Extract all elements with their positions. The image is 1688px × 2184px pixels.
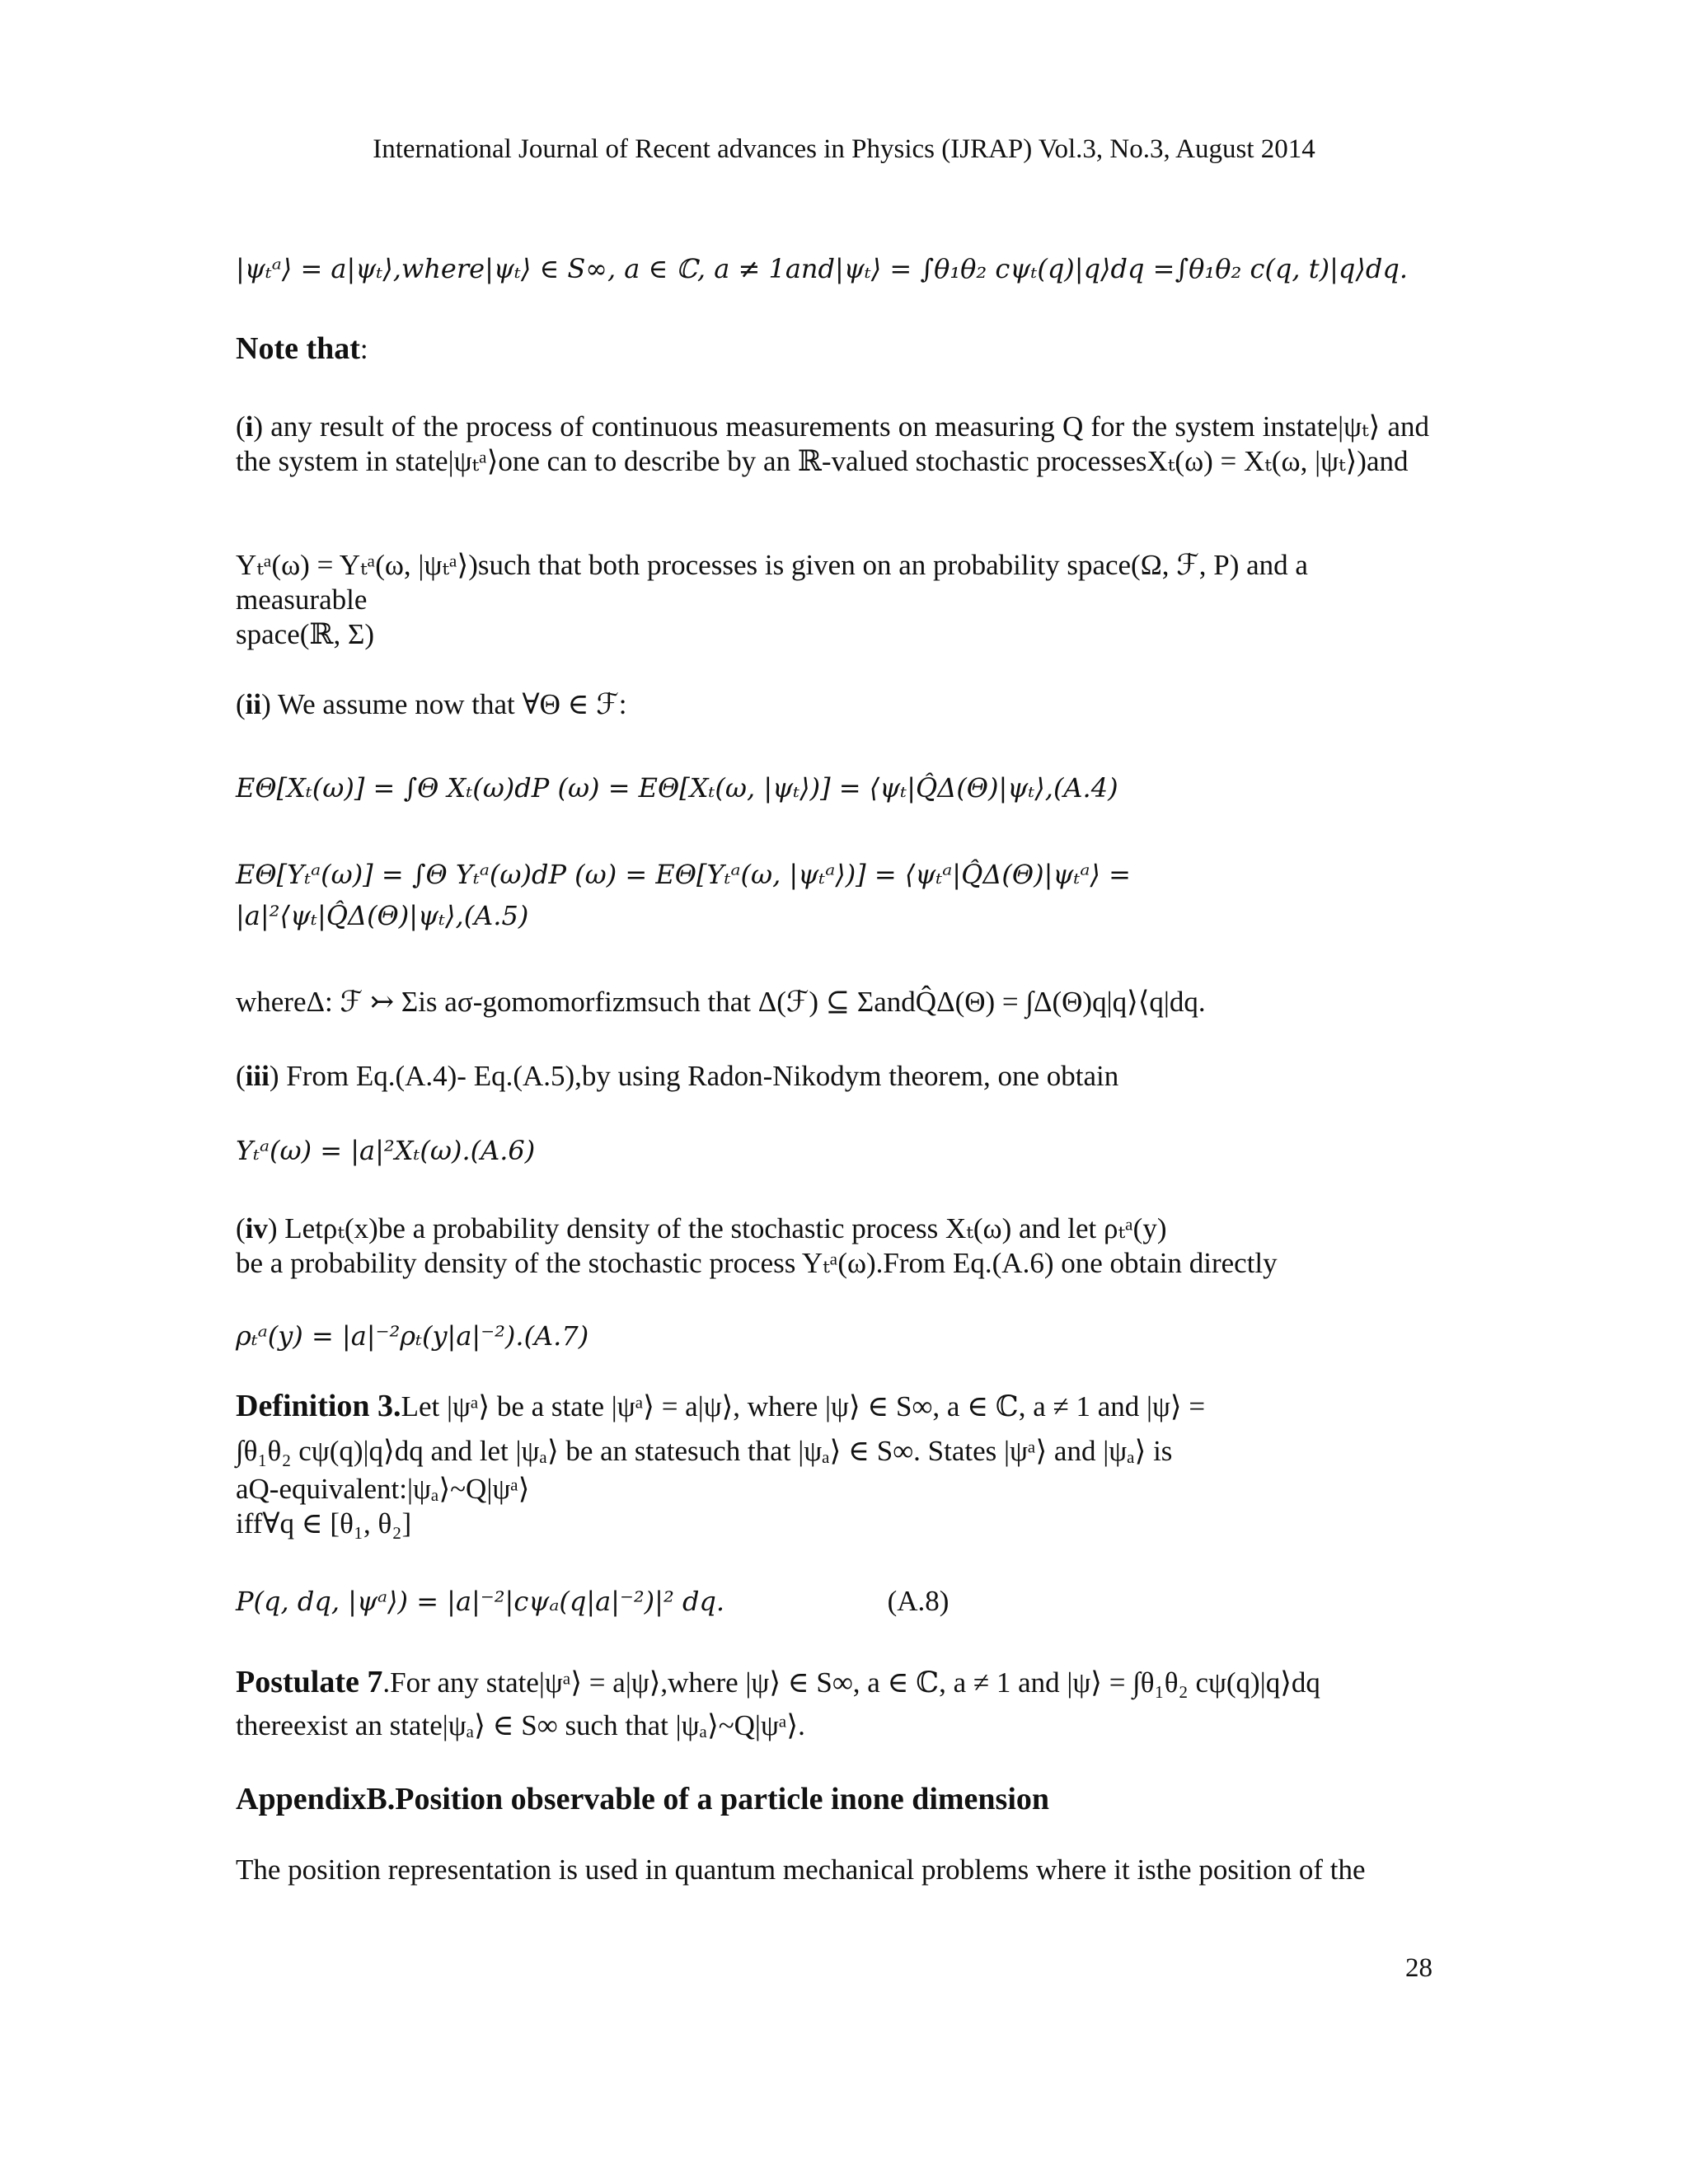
equation-a4: EΘ[Xₜ(ω)] = ∫Θ Xₜ(ω)dP (ω) = EΘ[Xₜ(ω, |ψₜ⟩)] = ⟨ψₜ|Q̂Δ(Θ)|ψₜ⟩,(A.4) — [236, 772, 1118, 804]
equation-a8-tag: (A.8) — [887, 1585, 950, 1617]
item-iii-text: From Eq.(A.4)- Eq.(A.5),by using Radon-Nikodym theorem, one obtain — [286, 1060, 1119, 1092]
item-i-number: i — [245, 410, 254, 443]
item-iv: (iv) Letρₜ(x)be a probability density of the stochastic process Xₜ(ω) and let ρₜᵃ(y) — [236, 1212, 1167, 1244]
equation-a8 — [236, 1584, 1429, 1619]
postulate-7-line1: .For any state|ψᵃ⟩ = a|ψ⟩,where |ψ⟩ ∈ S∞, a ∈ ℂ, a ≠ 1 and |ψ⟩ = ∫θ₁θ₂ cψ(q)|q⟩dq — [382, 1666, 1320, 1699]
item-i: (i) any result of the process of continuous measurements on measuring Q for the system instate|ψₜ⟩ and the system in state|ψₜᵃ⟩one can to describe by an ℝ-valued stochastic processesXₜ(ω) = Xₜ(ω, |ψₜ⟩)and — [236, 410, 1430, 477]
item-iv-line1: Letρₜ(x)be a probability density of the stochastic process Xₜ(ω) and let ρₜᵃ(y) — [284, 1212, 1167, 1244]
note-heading-colon: : — [359, 333, 368, 365]
postulate-7-line2: thereexist an state|ψₐ⟩ ∈ S∞ such that |ψₐ⟩~Q|ψᵃ⟩. — [236, 1709, 805, 1741]
definition-3 — [236, 1389, 1429, 1424]
equation-a5-line2: |a|²⟨ψₜ|Q̂Δ(Θ)|ψₜ⟩,(A.5) — [236, 900, 529, 931]
equation-a8-body: P(q, dq, |ψᵃ⟩) = |a|⁻²|cψₐ(q|a|⁻²)|² dq. — [236, 1586, 725, 1617]
item-iv-line2: be a probability density of the stochastic process Yₜᵃ(ω).From Eq.(A.6) one obtain directly — [236, 1247, 1278, 1279]
definition-3-line4: iff∀q ∈ [θ₁, θ₂] — [236, 1507, 412, 1540]
note-heading — [236, 331, 1429, 367]
item-i-space: space(ℝ, Σ) — [236, 618, 374, 650]
page-number: 28 — [1405, 1953, 1432, 1983]
item-ii-text: We assume now that ∀Θ ∈ ℱ: — [277, 688, 627, 720]
equation-a6: Yₜᵃ(ω) = |a|²Xₜ(ω).(A.6) — [236, 1135, 536, 1166]
item-iv-number: iv — [245, 1212, 268, 1244]
equation-a5-line1: EΘ[Yₜᵃ(ω)] = ∫Θ Yₜᵃ(ω)dP (ω) = EΘ[Yₜᵃ(ω, |ψₜᵃ⟩)] = ⟨ψₜᵃ|Q̂Δ(Θ)|ψₜᵃ⟩ = — [236, 859, 1131, 890]
postulate-7 — [236, 1665, 1429, 1700]
item-iii: (iii) From Eq.(A.4)- Eq.(A.5),by using Radon-Nikodym theorem, one obtain — [236, 1060, 1119, 1092]
definition-3-line1: Let |ψᵃ⟩ be a state |ψᵃ⟩ = a|ψ⟩, where |ψ⟩ ∈ S∞, a ∈ ℂ, a ≠ 1 and |ψ⟩ = — [401, 1390, 1206, 1422]
definition-3-line2: ∫θ₁θ₂ cψ(q)|q⟩dq and let |ψₐ⟩ be an statesuch that |ψₐ⟩ ∈ S∞. States |ψᵃ⟩ and |ψₐ⟩ is — [236, 1435, 1173, 1467]
postulate-7-heading: Postulate 7 — [236, 1665, 383, 1699]
equation-a7: ρₜᵃ(y) = |a|⁻²ρₜ(y|a|⁻²).(A.7) — [236, 1320, 589, 1352]
item-ii: (ii) We assume now that ∀Θ ∈ ℱ: — [236, 688, 627, 720]
item-i-text: any result of the process of continuous measurements on measuring Q for the system instate|ψₜ⟩ and the system in state|ψₜᵃ⟩one can to describe by an ℝ-valued stochastic processesXₜ(ω) = Xₜ(ω, |ψₜ⟩)and — [236, 410, 1430, 477]
item-ii-number: ii — [245, 688, 262, 720]
journal-header: International Journal of Recent advances in Physics (IJRAP) Vol.3, No.3, August 2014 — [373, 134, 1315, 164]
equation-line-state: |ψₜᵃ⟩ = a|ψₜ⟩,where|ψₜ⟩ ∈ S∞, a ∈ ℂ, a ≠ 1and|ψₜ⟩ = ∫θ₁θ₂ cψₜ(q)|q⟩dq =∫θ₁θ₂ c(q, t)|q⟩dq. — [236, 253, 1408, 284]
item-i-continuation: Yₜᵃ(ω) = Yₜᵃ(ω, |ψₜᵃ⟩)such that both processes is given on an probability space(Ω, ℱ, P) and a measurable — [236, 549, 1308, 616]
item-iii-number: iii — [245, 1060, 270, 1092]
where-line: whereΔ: ℱ ↣ Σis aσ-gomomorfizmsuch that Δ(ℱ) ⊆ ΣandQ̂Δ(Θ) = ∫Δ(Θ)q|q⟩⟨q|dq. — [236, 986, 1206, 1018]
definition-3-heading: Definition 3. — [236, 1389, 401, 1423]
definition-3-line3: aQ-equivalent:|ψₐ⟩~Q|ψᵃ⟩ — [236, 1473, 530, 1505]
note-heading-label: Note that — [236, 331, 360, 366]
appendix-b-text: The position representation is used in quantum mechanical problems where it isthe position of the — [236, 1854, 1366, 1886]
appendix-b-heading: AppendixB.Position observable of a particle inone dimension — [236, 1782, 1050, 1816]
